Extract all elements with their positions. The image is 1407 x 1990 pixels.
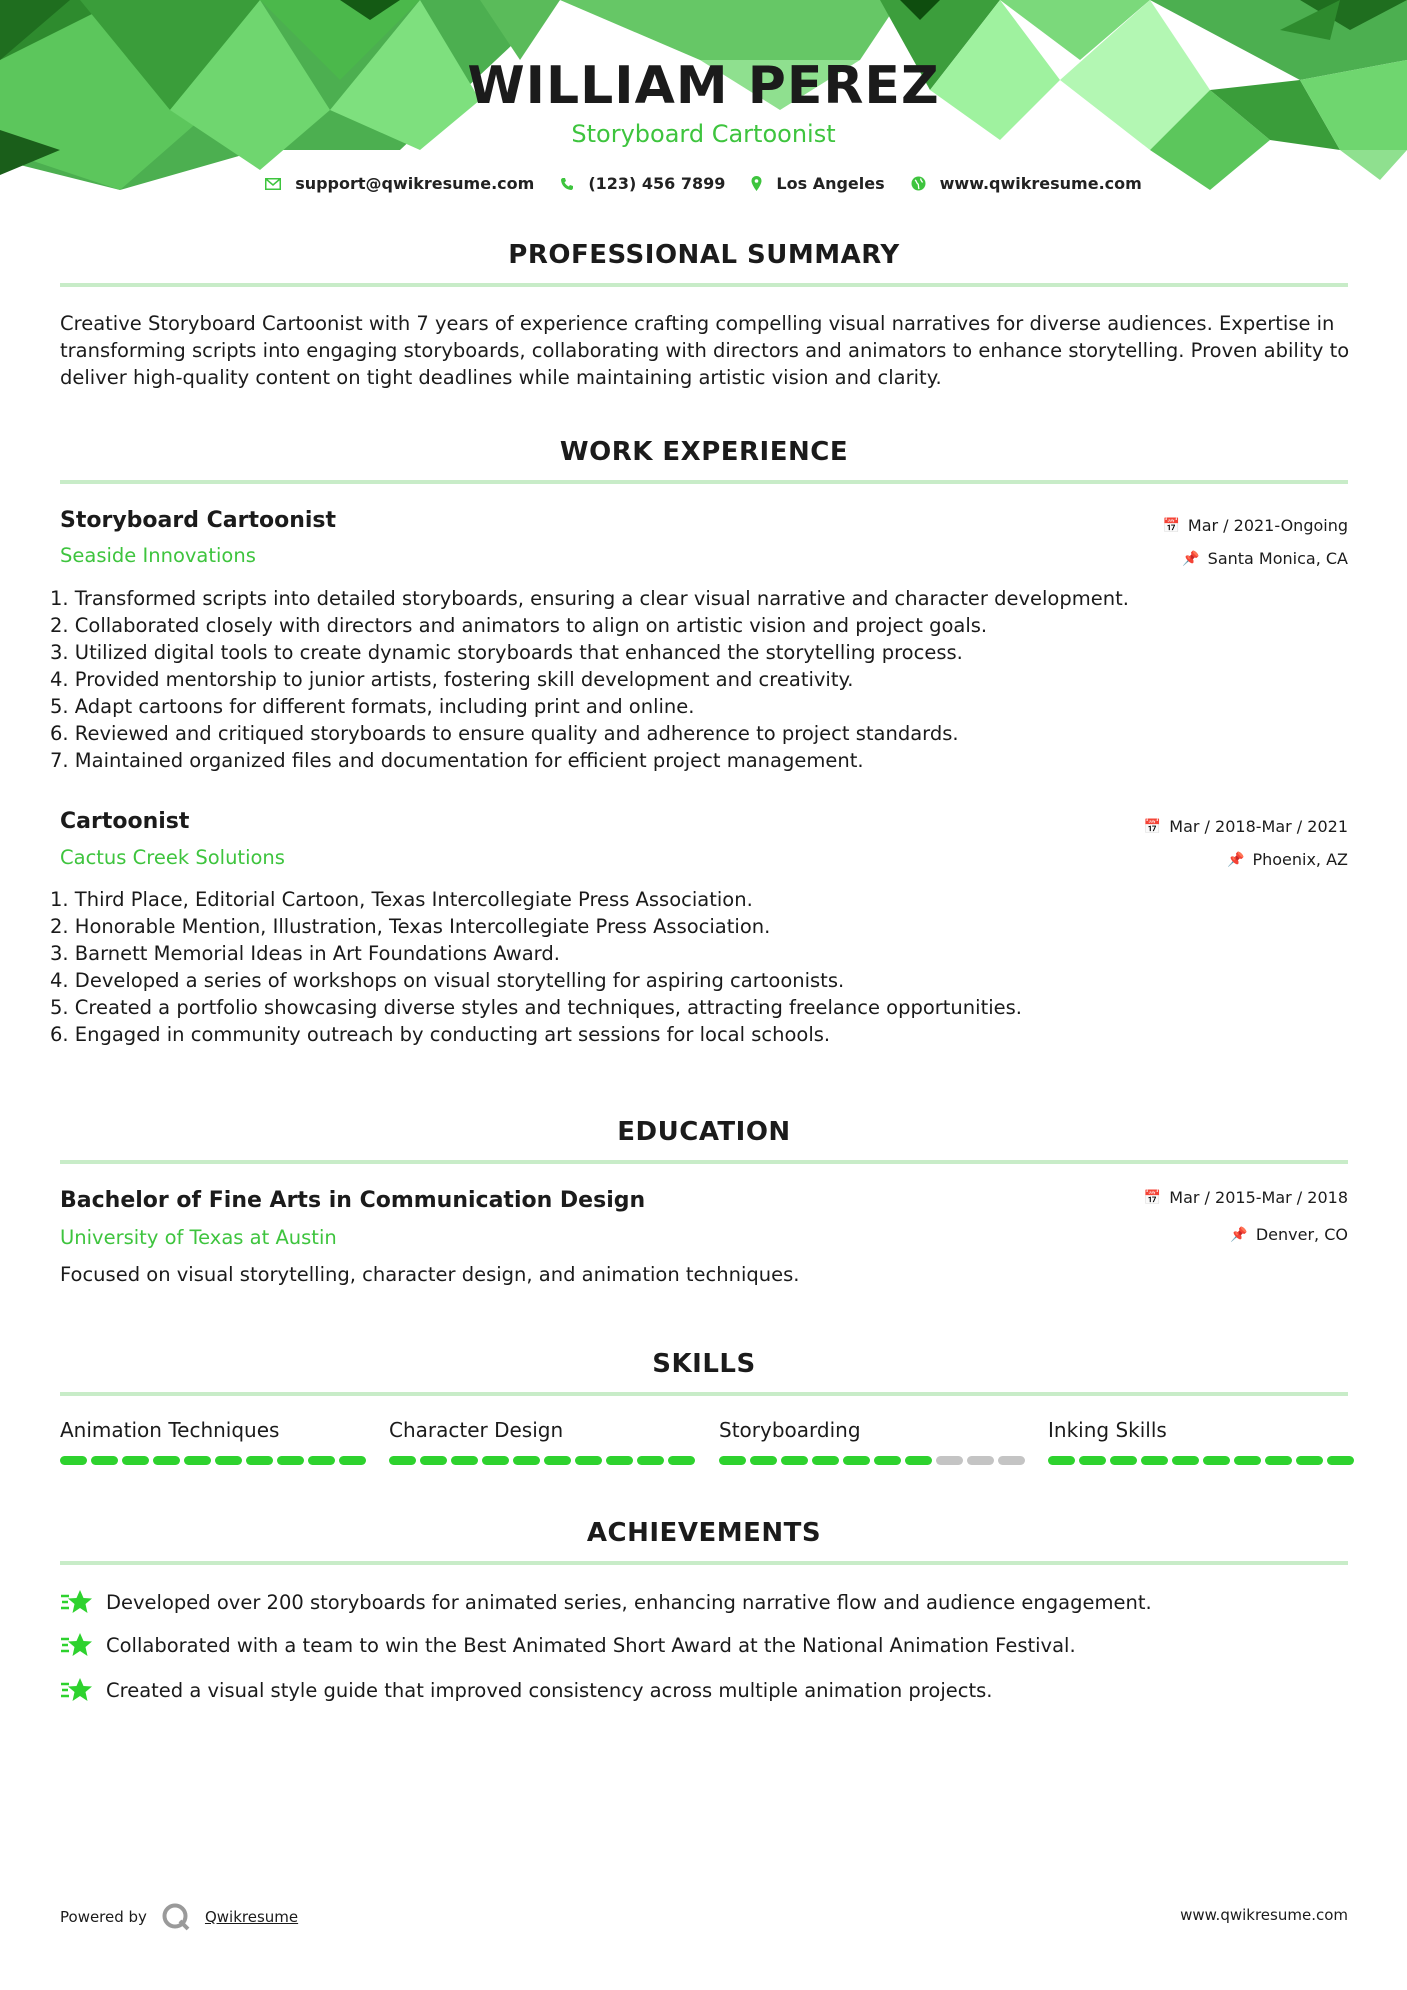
list-item: 5. Created a portfolio showcasing diverse styles and techniques, attracting freelance opportunities.: [50, 996, 1022, 1019]
job-responsibilities: [50, 886, 1340, 1048]
skill-level-bar: [1048, 1456, 1354, 1465]
skill-dash-filled: [277, 1456, 304, 1465]
achievement-item: [60, 1676, 992, 1704]
list-item: 2. Collaborated closely with directors and animators to align on artistic vision and project goals.: [50, 614, 988, 637]
skill-dash-filled: [1203, 1456, 1230, 1465]
skill-dash-filled: [1141, 1456, 1168, 1465]
experience-heading: WORK EXPERIENCE: [559, 437, 849, 467]
job-location: [1182, 549, 1348, 568]
job-location-text: Santa Monica, CA: [1207, 549, 1348, 568]
job-dates-text: Mar / 2018-Mar / 2021: [1169, 817, 1348, 836]
contact-website[interactable]: [911, 174, 1142, 193]
list-item: 6. Reviewed and critiqued storyboards to ensure quality and adherence to project standards.: [50, 722, 959, 745]
map-pin-icon: [751, 176, 762, 191]
job-dates-text: Mar / 2021-Ongoing: [1187, 516, 1348, 535]
pushpin-icon: 📌: [1230, 1226, 1248, 1243]
skill-dash-filled: [122, 1456, 149, 1465]
skills-heading: SKILLS: [652, 1349, 756, 1379]
contact-bar: [0, 174, 1407, 193]
skill-item: [389, 1418, 689, 1446]
contact-email-text: support@qwikresume.com: [295, 174, 535, 193]
list-item: 6. Engaged in community outreach by conducting art sessions for local schools.: [50, 1023, 831, 1046]
job-title: Storyboard Cartoonist: [60, 508, 337, 533]
list-item: 5. Adapt cartoons for different formats, including print and online.: [50, 695, 695, 718]
skill-dash-filled: [668, 1456, 695, 1465]
skill-dash-empty: [998, 1456, 1025, 1465]
contact-phone-text: (123) 456 7899: [588, 174, 726, 193]
education-description: Focused on visual storytelling, character design, and animation techniques.: [60, 1263, 800, 1286]
list-item: 3. Barnett Memorial Ideas in Art Foundations Award.: [50, 942, 560, 965]
skill-dash-filled: [1234, 1456, 1261, 1465]
pushpin-icon: 📌: [1182, 550, 1200, 567]
star-badge-icon: [60, 1676, 94, 1704]
skill-dash-filled: [60, 1456, 87, 1465]
school-name: University of Texas at Austin: [60, 1226, 337, 1249]
pushpin-icon: 📌: [1227, 851, 1245, 868]
experience-divider: [60, 480, 1348, 484]
skill-dash-empty: [967, 1456, 994, 1465]
job-dates: [1144, 817, 1348, 836]
list-item: 4. Developed a series of workshops on visual storytelling for aspiring cartoonists.: [50, 969, 845, 992]
list-item: 2. Honorable Mention, Illustration, Texas Intercollegiate Press Association.: [50, 915, 771, 938]
skill-dash-filled: [339, 1456, 366, 1465]
achievement-item: [60, 1631, 1076, 1659]
achievements-divider: [60, 1561, 1348, 1565]
skill-dash-filled: [153, 1456, 180, 1465]
skill-dash-filled: [750, 1456, 777, 1465]
skill-dash-filled: [544, 1456, 571, 1465]
skill-dash-filled: [1327, 1456, 1354, 1465]
contact-location-text: Los Angeles: [776, 174, 885, 193]
skill-item: [1048, 1418, 1348, 1446]
powered-by-label: Powered by: [60, 1908, 147, 1926]
skill-dash-filled: [1110, 1456, 1137, 1465]
skill-dash-filled: [905, 1456, 932, 1465]
list-item: 3. Utilized digital tools to create dynamic storyboards that enhanced the storytelling process.: [50, 641, 963, 664]
skill-name: Inking Skills: [1048, 1418, 1167, 1442]
skill-dash-filled: [843, 1456, 870, 1465]
skill-dash-filled: [575, 1456, 602, 1465]
job-title: Cartoonist: [60, 809, 190, 834]
education-dates: [1144, 1188, 1348, 1207]
envelope-icon: [265, 178, 281, 190]
education-location: [1230, 1225, 1348, 1244]
skill-dash-filled: [451, 1456, 478, 1465]
skill-dash-filled: [184, 1456, 211, 1465]
achievement-text: Developed over 200 storyboards for animated series, enhancing narrative flow and audience engagement.: [106, 1590, 1152, 1614]
summary-divider: [60, 283, 1348, 287]
skill-dash-filled: [420, 1456, 447, 1465]
contact-phone[interactable]: [560, 174, 725, 193]
job-company: Seaside Innovations: [60, 544, 256, 567]
skill-item: [719, 1418, 1019, 1446]
star-badge-icon: [60, 1631, 94, 1659]
achievement-text: Collaborated with a team to win the Best Animated Short Award at the National Animation Festival.: [106, 1633, 1076, 1657]
job-location-text: Phoenix, AZ: [1252, 850, 1348, 869]
skill-dash-filled: [513, 1456, 540, 1465]
degree-title: Bachelor of Fine Arts in Communication Design: [60, 1188, 646, 1213]
summary-text: Creative Storyboard Cartoonist with 7 years of experience crafting compelling visual narratives for diverse audiences. Expertise in transforming scripts into engaging storyboards, collaborating with directors and animators to enhance storytelling. Proven ability to deliver high-quality content on tight deadlines while maintaining artistic vision and clarity.: [60, 312, 1350, 389]
skill-name: Character Design: [389, 1418, 564, 1442]
calendar-icon: 📅: [1162, 517, 1180, 534]
contact-email[interactable]: [265, 174, 534, 193]
skill-dash-empty: [936, 1456, 963, 1465]
list-item: 7. Maintained organized files and documentation for efficient project management.: [50, 749, 864, 772]
summary-heading: PROFESSIONAL SUMMARY: [508, 240, 900, 270]
skill-dash-filled: [91, 1456, 118, 1465]
skill-item: [60, 1418, 360, 1446]
skill-dash-filled: [246, 1456, 273, 1465]
skills-divider: [60, 1392, 1348, 1396]
job-location: [1227, 850, 1348, 869]
skill-level-bar: [389, 1456, 695, 1465]
achievements-heading: ACHIEVEMENTS: [586, 1518, 822, 1548]
skill-dash-filled: [1079, 1456, 1106, 1465]
job-dates: [1162, 516, 1348, 535]
skill-dash-filled: [215, 1456, 242, 1465]
skill-dash-filled: [606, 1456, 633, 1465]
skill-name: Animation Techniques: [60, 1418, 280, 1442]
contact-location: [751, 174, 884, 193]
footer-branding: [60, 1902, 298, 1932]
skill-name: Storyboarding: [719, 1418, 861, 1442]
achievement-text: Created a visual style guide that improved consistency across multiple animation projects.: [106, 1678, 993, 1702]
skill-dash-filled: [637, 1456, 664, 1465]
candidate-role: Storyboard Cartoonist: [571, 120, 836, 148]
skill-dash-filled: [1296, 1456, 1323, 1465]
skill-dash-filled: [781, 1456, 808, 1465]
achievement-item: [60, 1588, 1152, 1616]
phone-icon: [560, 177, 574, 191]
skill-level-bar: [719, 1456, 1025, 1465]
job-responsibilities: [50, 585, 1340, 774]
qwikresume-logo-icon: [161, 1902, 191, 1932]
skill-dash-filled: [389, 1456, 416, 1465]
skill-dash-filled: [874, 1456, 901, 1465]
skill-dash-filled: [482, 1456, 509, 1465]
list-item: 1. Third Place, Editorial Cartoon, Texas Intercollegiate Press Association.: [50, 888, 753, 911]
qwikresume-link[interactable]: Qwikresume: [204, 1908, 299, 1926]
job-company: Cactus Creek Solutions: [60, 846, 285, 869]
candidate-name: WILLIAM PEREZ: [467, 56, 940, 116]
education-location-text: Denver, CO: [1255, 1225, 1348, 1244]
skill-dash-filled: [1048, 1456, 1075, 1465]
list-item: 1. Transformed scripts into detailed storyboards, ensuring a clear visual narrative and character development.: [50, 587, 1129, 610]
footer-website[interactable]: www.qwikresume.com: [1180, 1906, 1348, 1924]
skill-dash-filled: [812, 1456, 839, 1465]
list-item: 4. Provided mentorship to junior artists, fostering skill development and creativity.: [50, 668, 854, 691]
calendar-icon: 📅: [1143, 818, 1162, 835]
education-heading: EDUCATION: [617, 1117, 791, 1147]
globe-icon: [911, 176, 926, 191]
skill-dash-filled: [308, 1456, 335, 1465]
calendar-icon: 📅: [1143, 1189, 1162, 1206]
education-divider: [60, 1160, 1348, 1164]
skill-dash-filled: [1265, 1456, 1292, 1465]
contact-website-text: www.qwikresume.com: [939, 174, 1142, 193]
skill-level-bar: [60, 1456, 366, 1465]
skill-dash-filled: [1172, 1456, 1199, 1465]
education-dates-text: Mar / 2015-Mar / 2018: [1169, 1188, 1348, 1207]
skill-dash-filled: [719, 1456, 746, 1465]
star-badge-icon: [60, 1588, 94, 1616]
